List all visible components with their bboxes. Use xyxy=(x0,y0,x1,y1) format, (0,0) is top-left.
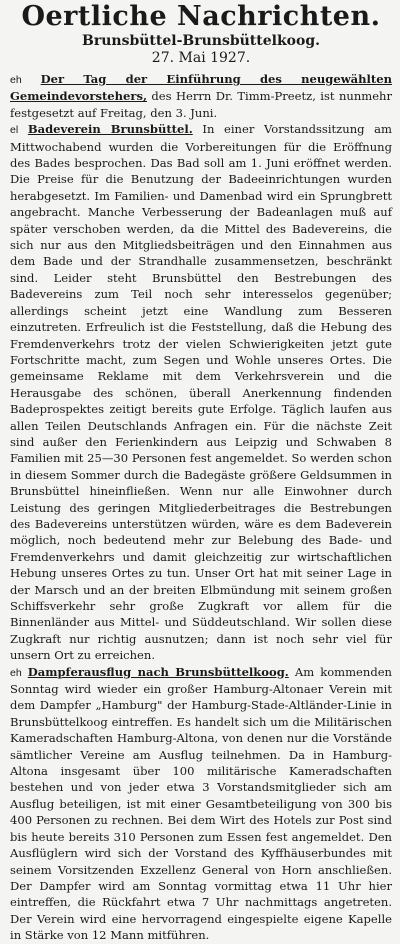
news-item-gemeindevorsteher xyxy=(10,71,392,121)
author-tag: eh xyxy=(10,74,22,86)
news-item-dampferausflug xyxy=(10,664,392,944)
item-headline: Dampferausflug nach Brunsbüttelkoog. xyxy=(27,664,289,679)
section-title: Oertliche Nachrichten. xyxy=(21,1,381,32)
news-item-badeverein xyxy=(10,121,392,663)
newspaper-clipping xyxy=(0,1,400,943)
item-body: des Herrn Dr. Timm-Preetz, ist nunmehr festgesetzt auf Freitag, den 3. Juni. xyxy=(10,89,392,120)
item-body: In einer Vorstandssitzung am Mittwochabend wurden die Vorbereitungen für die Eröffnung des Bades besprochen. Das Bad soll am 1. Juni eröffnet werden. Die Preise für die Benutzung der Badeeinrichtungen wurden herabgesetzt. Im Familien- und Damenbad wird ein Sprungbrett angebracht. Manche Verbesserung der Badeanlagen muß auf später verschoben werden, da die Mittel des Badevereins, die sich nur aus den Mitgliedsbeiträgen und den Einnahmen aus dem Bade und der Strandhalle zusammensetzen, beschränkt sind. Leider steht Brunsbüttel den Bestrebungen des Badevereins zum Teil noch sehr interesselos gegenüber; allerdings scheint jetzt eine Wandlung zum Besseren einzutreten. Erfreulich ist die Feststellung, daß die Hebung des Fremdenverkehrs trotz der vielen Schwierigkeiten jetzt gute Fortschritte macht, zum Segen und Wohle unseres Ortes. Die gemeinsame Reklame mit dem Verkehrsverein und die Herausgabe des schönen, überall Anerkennung findenden Badeprospektes zeitigt bereits gute Erfolge. Täglich laufen aus allen Teilen Deutschlands Anfragen ein. Für die nächste Zeit sind außer den Ferienkindern aus Leipzig und Schwaben 8 Familien mit 25—30 Personen fest angemeldet. So werden schon in diesem Sommer durch die Badegäste größere Geldsummen in Brunsbüttel hineinfließen. Wenn nur alle Einwohner durch Leistung des geringen Mitgliederbeitrages die Bestrebungen des Badevereins unterstützen würden, wäre es dem Badeverein möglich, noch bedeutend mehr zur Belebung des Bade- und Fremdenverkehrs und damit gleichzeitig zur wirtschaftlichen Hebung unseres Ortes zu tun. Unser Ort hat mit seiner Lage in der Marsch und an der breiten Elbmündung mit seinem großen Schiffsverkehr sehr große Zugkraft vor allem für die Binnenländer aus Mittel- und Süddeutschland. Wir sollen diese Zugkraft nur richtig ausnutzen; dann ist noch sehr viel für unsern Ort zu erreichen. xyxy=(10,122,392,663)
item-headline: Badeverein Brunsbüttel. xyxy=(27,122,193,137)
item-body: Am kommenden Sonntag wird wieder ein großer Hamburg-Altonaer Verein mit dem Dampfer „Hamburg" der Hamburg-Stade-Altländer-Linie in Brunsbüttelkoog eintreffen. Es handelt sich um die Militärischen Kameradschaften Hamburg-Altona, von denen nur die Vorstände sämtlicher Vereine am Ausflug teilnehmen. Da in Hamburg-Altona insgesamt über 100 militärische Kameradschaften bestehen und von jeder etwa 3 Vorstandsmitglieder sich am Ausflug beteiligen, ist mit einer Gesamtbeteiligung von 300 bis 400 Personen zu rechnen. Bei dem Wirt des Hotels zur Post sind bis heute bereits 310 Personen zum Essen fest angemeldet. Den Ausflüglern wird sich der Vorstand des Kyffhäuserbundes mit seinem Vorsitzenden Exzellenz General von Horn anschließen. Der Dampfer wird am Sonntag vormittag etwa 11 Uhr hier eintreffen, die Rückfahrt etwa 7 Uhr nachmittags angetreten. Der Verein wird eine hervorragend eingespielte eigene Kapelle in Stärke von 12 Mann mitführen. xyxy=(10,664,392,943)
section-subtitle: Brunsbüttel-Brunsbüttelkoog. xyxy=(82,33,320,49)
item-headline: Der Tag der Einführung des neugewählten Gemeindevorstehers, xyxy=(10,72,392,104)
author-tag: eh xyxy=(10,666,22,679)
author-tag: el xyxy=(10,124,19,137)
publication-date: 27. Mai 1927. xyxy=(151,50,251,66)
